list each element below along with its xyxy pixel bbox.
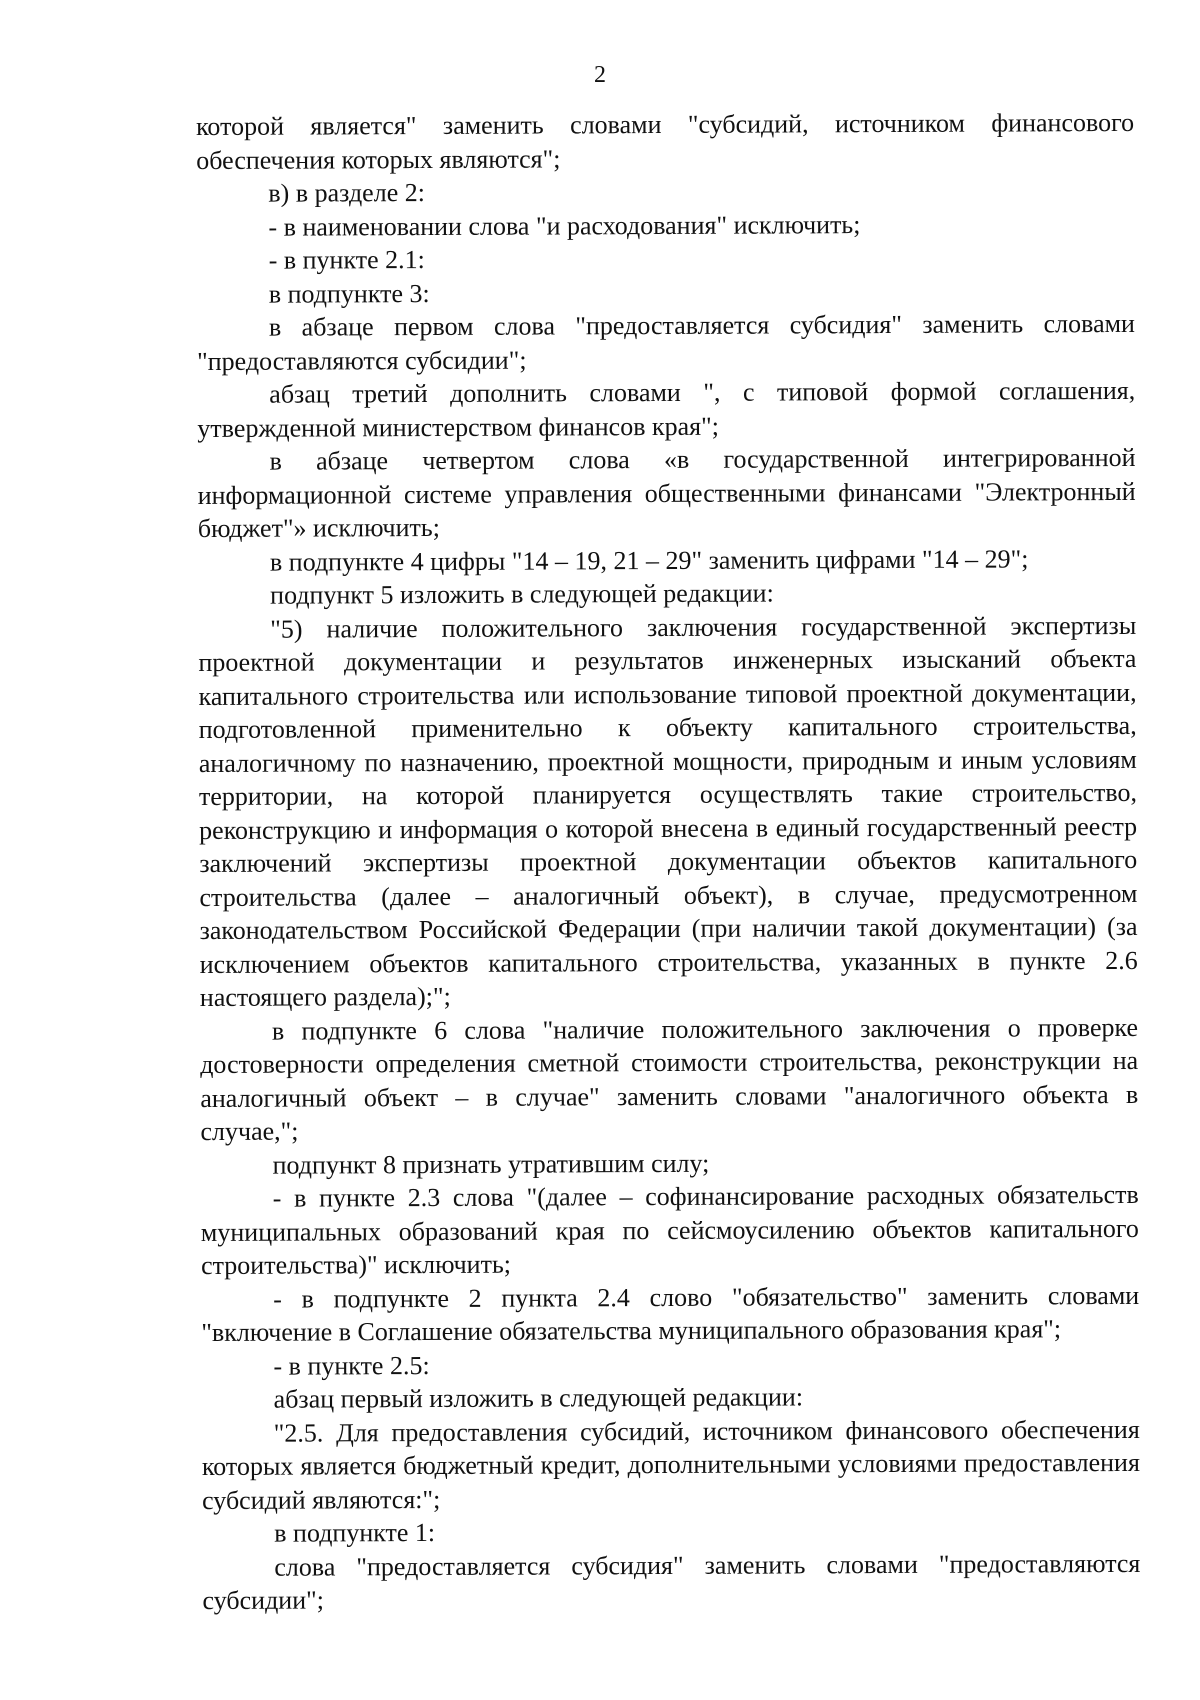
paragraph: в абзаце первом слова "предоставляется субсидия" заменить словами "предоставляются субсидии"; [197,308,1136,376]
paragraph: в) в разделе 2: [268,178,425,208]
paragraph: подпункт 5 изложить в следующей редакции: [270,578,774,610]
paragraph: - в наименовании слова "и расходования" исключить; [268,209,861,242]
paragraph: "2.5. Для предоставления субсидий, источником финансового обеспечения которых является бюджетный кредит, дополнительными условиями предоставления субсидий являются:"; [201,1414,1140,1515]
paragraph: - в подпункте 2 пункта 2.4 слово "обязательство" заменить словами "включение в Соглашение обязательства муниципального образования края"; [201,1280,1140,1347]
paragraph: которой является" заменить словами "субсидий, источником финансового обеспечения которых являются"; [196,107,1135,175]
paragraph: в подпункте 1: [274,1517,436,1548]
paragraph: в подпункте 6 слова "наличие положительного заключения о проверке достоверности определения сметной стоимости строительства, реконструкции на аналогичный объект – в случае" заменить словами "аналогичного объекта в случае,"; [200,1012,1139,1146]
paragraph: подпункт 8 признать утратившим силу; [272,1148,710,1180]
paragraph: слова "предоставляется субсидия" заменить словами "предоставляются субсидии"; [202,1548,1141,1615]
paragraph: в подпункте 4 цифры "14 – 19, 21 – 29" заменить цифрами "14 – 29"; [269,543,1029,577]
paragraph: абзац третий дополнить словами ", с типовой формой соглашения, утвержденной министерством финансов края"; [197,375,1136,443]
page-number: 2 [594,62,606,88]
paragraph: в абзаце четвертом слова «в государственной интегрированной информационной системе управления общественными финансами "Электронный бюджет"» исключить; [197,442,1136,543]
paragraph: в подпункте 3: [268,278,430,309]
paragraph: "5) наличие положительного заключения государственной экспертизы проектной документации и результатов инженерных изысканий объекта капитального строительства или использование типовой проектной документации, подготовленной применительно к объекту капитального строительства, аналогичному по назначению, проектной мощности, природным и иным условиям территории, на которой планируется осуществлять такие строительство, реконструкцию и информация о которой внесена в единый государственный реестр заключений экспертизы проектной документации объектов капитального строительства (далее – аналогичный объект), в случае, предусмотренном законодательством Российской Федерации (при наличии такой документации) (за исключением объектов капитального строительства, указанных в пункте 2.6 настоящего раздела);"; [198,610,1138,1012]
document-body [196,106,1141,1618]
paragraph: - в пункте 2.5: [273,1350,430,1381]
paragraph: абзац первый изложить в следующей редакции: [273,1382,804,1414]
paragraph: - в пункте 2.1: [268,245,425,275]
paragraph: - в пункте 2.3 слова "(далее – софинансирование расходных обязательств муниципальных образований края по сейсмоусилению объектов капитального строительства)" исключить; [200,1179,1139,1280]
